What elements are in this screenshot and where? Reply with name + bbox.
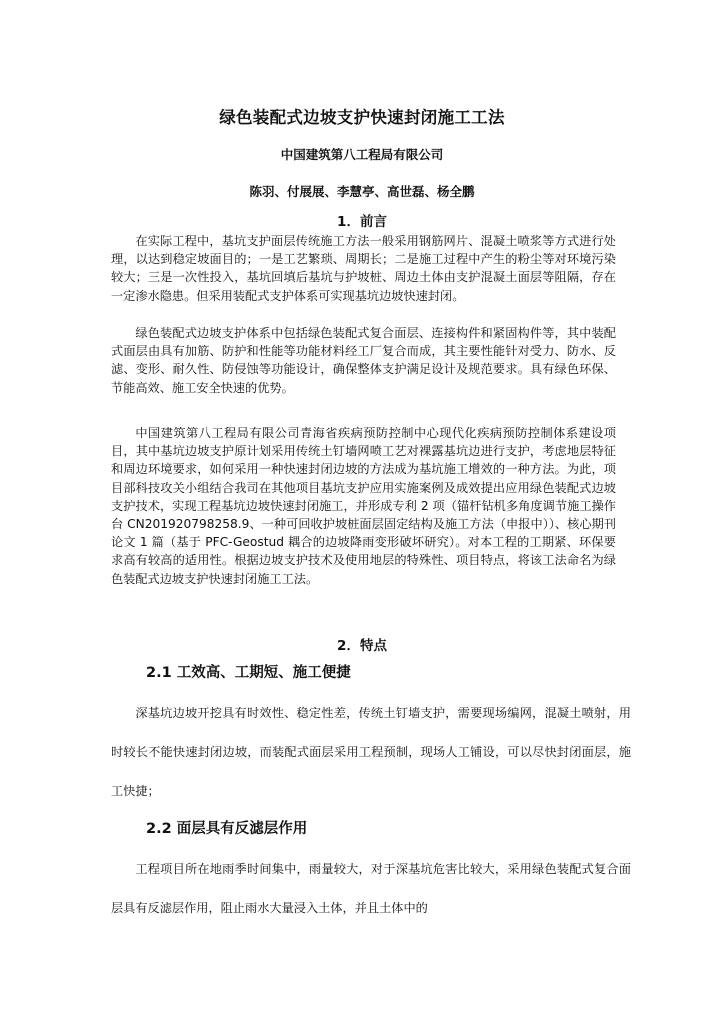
subsection-text-2-1: 深基坑边坡开挖具有时效性、稳定性差，传统土钉墙支护，需要现场编网，混凝土喷射，用时较长不能快速封闭边坡，而装配式面层采用工程预制，现场人工铺设，可以尽快封闭面层，施工快捷；	[111, 706, 631, 798]
preface-paragraph-3: 中国建筑第八工程局有限公司青海省疾病预防控制中心现代化疾病预防控制体系建设项目，其中基坑边坡支护原计划采用传统土钉墙网喷工艺对裸露基坑边进行支护，考虑地层特征和周边环境要求，如何采用一种快速封闭边坡的方法成为基坑施工增效的一种方法。为此，项目部科技攻关小组结合我司在其他项目基坑支护应用实施案例及成效提出应用绿色装配式边坡支护技术，实现工程基坑边坡快速封闭施工，并形成专利 2 项（锚杆钻机多角度调节施工操作台 CN201920798258.9、一种可回收护坡桩面层固定结构及施工方法（申报中））、核心期刊论文 1 篇（基于 PFC-Geostud 耦合的边坡降雨变形破坏研究）。对本工程的工期紧、环保要求高有较高的适用性。根据边坡支护技术及使用地层的特殊性、项目特点，将该工法命名为绿色装配式边坡支护快速封闭施工工法。	[111, 426, 616, 586]
subsection-text-2-2: 工程项目所在地雨季时间集中，雨量较大，对于深基坑危害比较大，采用绿色装配式复合面层具有反滤层作用，阻止雨水大量浸入土体，并且土体中的	[111, 862, 631, 915]
subsection-heading-2-2: 2.2 面层具有反滤层作用	[146, 821, 308, 837]
preface-paragraph-1: 在实际工程中，基坑支护面层传统施工方法一般采用钢筋网片、混凝土喷浆等方式进行处理，以达到稳定坡面目的；一是工艺繁琐、周期长；二是施工过程中产生的粉尘等对环境污染较大；三是一次性投入，基坑回填后基坑与护坡桩、周边土体由支护混凝土面层等阻隔，存在一定渗水隐患。但采用装配式支护体系可实现基坑边坡快速封闭。	[111, 234, 616, 303]
preface-paragraph-2: 绿色装配式边坡支护体系中包括绿色装配式复合面层、连接构件和紧固构件等，其中装配式面层由具有加筋、防护和性能等功能材料经工厂复合而成，其主要性能针对受力、防水、反滤、变形、耐久性、防侵蚀等功能设计，确保整体支护满足设计及规范要求。具有绿色环保、节能高效、施工安全快速的优势。	[111, 326, 616, 395]
author-list: 陈羽、付展展、李慧亭、高世磊、杨全鹏	[249, 184, 475, 199]
section-heading-preface: 1．前言	[337, 214, 387, 230]
subsection-heading-2-1: 2.1 工效高、工期短、施工便捷	[146, 665, 351, 681]
section-heading-features: 2．特点	[337, 638, 387, 654]
paper-title: 绿色装配式边坡支护快速封闭施工工法	[219, 108, 505, 127]
organization: 中国建筑第八工程局有限公司	[280, 147, 444, 162]
